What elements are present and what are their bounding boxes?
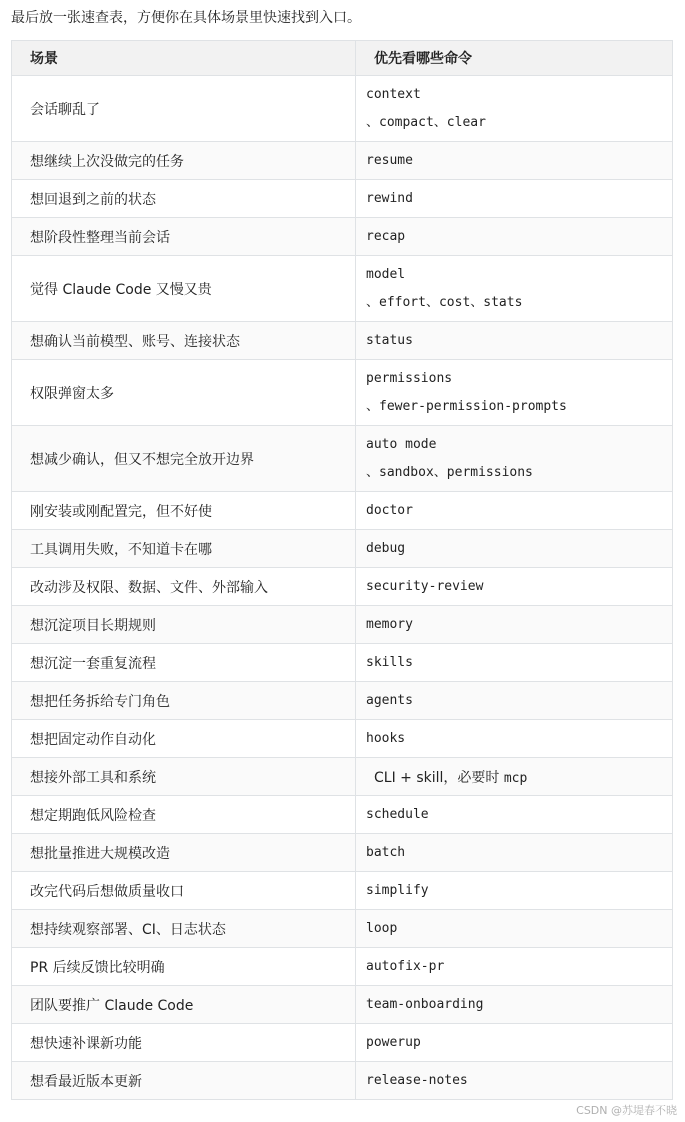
command-name: status bbox=[366, 333, 413, 348]
command-cell bbox=[356, 322, 673, 360]
command-cell bbox=[356, 834, 673, 872]
command-cell bbox=[356, 256, 673, 322]
scene-cell: 想把固定动作自动化 bbox=[12, 720, 356, 758]
watermark: CSDN @苏堤春不晓 bbox=[576, 1104, 677, 1117]
scene-cell: 想持续观察部署、CI、日志状态 bbox=[12, 910, 356, 948]
command-cell bbox=[356, 986, 673, 1024]
command-cell bbox=[356, 530, 673, 568]
command-cell bbox=[356, 606, 673, 644]
scene-cell: 改动涉及权限、数据、文件、外部输入 bbox=[12, 568, 356, 606]
command-name: skills bbox=[366, 655, 413, 670]
scene-cell: 工具调用失败，不知道卡在哪 bbox=[12, 530, 356, 568]
table-row bbox=[12, 606, 673, 644]
scene-cell: 想快速补课新功能 bbox=[12, 1024, 356, 1062]
command-cell bbox=[356, 426, 673, 492]
command-name: debug bbox=[366, 541, 406, 556]
table-row bbox=[12, 180, 673, 218]
command-name: release-notes bbox=[366, 1073, 468, 1088]
command-cell bbox=[356, 492, 673, 530]
command-cell bbox=[356, 758, 673, 796]
command-name: doctor bbox=[366, 503, 413, 518]
table-row bbox=[12, 1062, 673, 1100]
scene-cell: 想接外部工具和系统 bbox=[12, 758, 356, 796]
command-name: hooks bbox=[366, 731, 406, 746]
command-more: 、effort、cost、stats bbox=[366, 294, 523, 310]
command-name: recap bbox=[366, 229, 406, 244]
command-cell bbox=[356, 1024, 673, 1062]
scene-cell: 想继续上次没做完的任务 bbox=[12, 142, 356, 180]
command-cell bbox=[356, 76, 673, 142]
table-row bbox=[12, 360, 673, 426]
table-header-row bbox=[12, 41, 673, 76]
command-cell bbox=[356, 360, 673, 426]
scene-cell: 想看最近版本更新 bbox=[12, 1062, 356, 1100]
table-row bbox=[12, 872, 673, 910]
command-more: 、sandbox、permissions bbox=[366, 464, 533, 480]
command-name: auto mode bbox=[366, 436, 437, 452]
table-row bbox=[12, 1024, 673, 1062]
command-name: autofix-pr bbox=[366, 959, 445, 974]
command-prefix: CLI + skill，必要时 bbox=[374, 769, 504, 786]
table-row bbox=[12, 796, 673, 834]
command-name: rewind bbox=[366, 191, 413, 206]
table-row bbox=[12, 530, 673, 568]
command-cell bbox=[356, 682, 673, 720]
scene-cell: 想确认当前模型、账号、连接状态 bbox=[12, 322, 356, 360]
scene-cell: 觉得 Claude Code 又慢又贵 bbox=[12, 256, 356, 322]
scene-cell: 会话聊乱了 bbox=[12, 76, 356, 142]
table-row bbox=[12, 910, 673, 948]
table-row bbox=[12, 720, 673, 758]
command-name: simplify bbox=[366, 883, 429, 898]
command-name: batch bbox=[366, 845, 406, 860]
command-name: model bbox=[366, 266, 406, 282]
command-cell bbox=[356, 910, 673, 948]
command-cell bbox=[356, 1062, 673, 1100]
command-name: security-review bbox=[366, 579, 484, 594]
header-commands: 优先看哪些命令 bbox=[356, 41, 673, 76]
command-cell bbox=[356, 180, 673, 218]
command-name: memory bbox=[366, 617, 413, 632]
scene-cell: 权限弹窗太多 bbox=[12, 360, 356, 426]
command-name: team-onboarding bbox=[366, 997, 484, 1012]
command-cell bbox=[356, 948, 673, 986]
quick-reference-table bbox=[11, 40, 673, 1100]
command-more: 、compact、clear bbox=[366, 114, 486, 130]
intro-text: 最后放一张速查表，方便你在具体场景里快速找到入口。 bbox=[11, 10, 361, 26]
scene-cell: 团队要推广 Claude Code bbox=[12, 986, 356, 1024]
table-row bbox=[12, 256, 673, 322]
command-cell bbox=[356, 142, 673, 180]
command-name: permissions bbox=[366, 370, 453, 386]
table-row bbox=[12, 948, 673, 986]
scene-cell: PR 后续反馈比较明确 bbox=[12, 948, 356, 986]
command-cell bbox=[356, 872, 673, 910]
command-cell bbox=[356, 568, 673, 606]
command-cell bbox=[356, 796, 673, 834]
table-row bbox=[12, 492, 673, 530]
table-row bbox=[12, 142, 673, 180]
table-row bbox=[12, 76, 673, 142]
scene-cell: 想批量推进大规模改造 bbox=[12, 834, 356, 872]
scene-cell: 想回退到之前的状态 bbox=[12, 180, 356, 218]
command-more: 、fewer-permission-prompts bbox=[366, 398, 567, 414]
table-row bbox=[12, 426, 673, 492]
table-row bbox=[12, 322, 673, 360]
scene-cell: 刚安装或刚配置完，但不好使 bbox=[12, 492, 356, 530]
command-name: powerup bbox=[366, 1035, 421, 1050]
scene-cell: 想定期跑低风险检查 bbox=[12, 796, 356, 834]
table-row bbox=[12, 218, 673, 256]
command-name: loop bbox=[366, 921, 398, 936]
command-cell bbox=[356, 720, 673, 758]
command-cell bbox=[356, 644, 673, 682]
command-name: resume bbox=[366, 153, 413, 168]
command-cell bbox=[356, 218, 673, 256]
table-row bbox=[12, 834, 673, 872]
scene-cell: 想阶段性整理当前会话 bbox=[12, 218, 356, 256]
scene-cell: 想减少确认，但又不想完全放开边界 bbox=[12, 426, 356, 492]
command-name: context bbox=[366, 86, 421, 102]
scene-cell: 改完代码后想做质量收口 bbox=[12, 872, 356, 910]
table-row bbox=[12, 568, 673, 606]
table-row bbox=[12, 644, 673, 682]
scene-cell: 想沉淀一套重复流程 bbox=[12, 644, 356, 682]
header-scene: 场景 bbox=[12, 41, 356, 76]
command-name: schedule bbox=[366, 807, 429, 822]
table-row bbox=[12, 758, 673, 796]
scene-cell: 想把任务拆给专门角色 bbox=[12, 682, 356, 720]
table-row bbox=[12, 682, 673, 720]
table-row bbox=[12, 986, 673, 1024]
command-name: agents bbox=[366, 693, 413, 708]
command-name: mcp bbox=[503, 770, 528, 786]
scene-cell: 想沉淀项目长期规则 bbox=[12, 606, 356, 644]
